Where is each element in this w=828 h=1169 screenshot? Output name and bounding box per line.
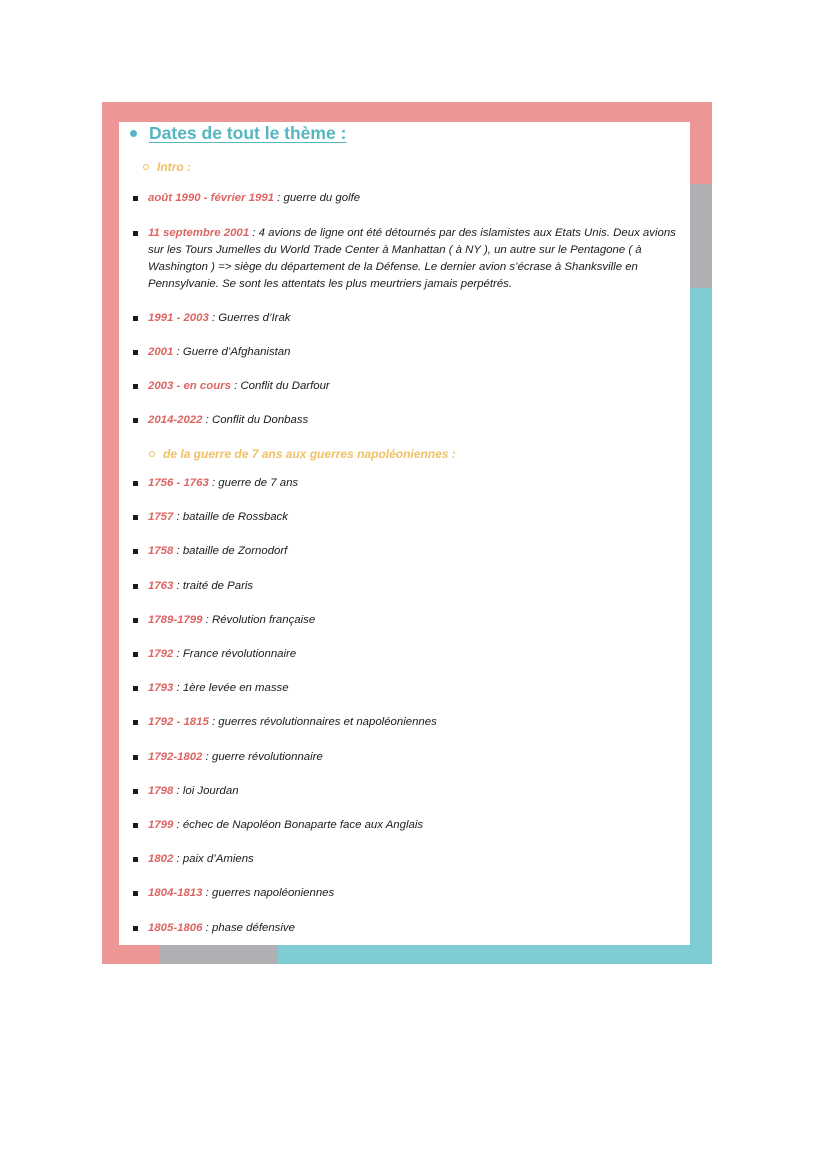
- square-bullet-icon: [133, 515, 138, 520]
- list-item: [133, 412, 688, 429]
- item-text: [148, 612, 688, 629]
- item-date: 1798: [148, 784, 174, 797]
- item-text: [148, 543, 688, 560]
- item-description: : 4 avions de ligne ont été détournés par des islamistes aux Etats Unis. Deux avions sur les Tours Jumelles du World Trade Center à Manhattan ( à NY ), un autre sur le Pentagone ( à Washington ) => siège du département de la Défense. Le dernier avion s’écrase à Shanksville en Pennsylvanie. Se sont les attentats les plus meurtriers jamais perpétrés.: [148, 227, 676, 290]
- item-description: : échec de Napoléon Bonaparte face aux Anglais: [173, 819, 424, 831]
- item-description: : bataille de Zornodorf: [173, 545, 288, 558]
- item-description: : 1ère levée en masse: [173, 682, 289, 695]
- list-item: [133, 612, 688, 629]
- section-heading-napoleon-row: [149, 445, 456, 463]
- item-description: : Conflit du Darfour: [230, 380, 330, 392]
- item-text: [148, 851, 688, 868]
- section-heading-napoleon: de la guerre de 7 ans aux guerres napoléoniennes :: [163, 447, 456, 461]
- square-bullet-icon: [133, 755, 138, 760]
- square-bullet-icon: [133, 350, 138, 355]
- item-text: [148, 578, 688, 595]
- item-description: : Révolution française: [202, 613, 316, 626]
- circle-bullet-icon: [143, 164, 149, 170]
- circle-bullet-icon: [149, 451, 155, 457]
- item-description: : Guerre d’Afghanistan: [173, 346, 291, 358]
- square-bullet-icon: [133, 789, 138, 794]
- item-date: 1792: [148, 648, 174, 660]
- square-bullet-icon: [133, 384, 138, 389]
- square-bullet-icon: [133, 418, 138, 423]
- item-description: : guerres révolutionnaires et napoléoniennes: [208, 716, 437, 729]
- square-bullet-icon: [133, 720, 138, 725]
- frame-bottom-border-teal: [278, 945, 712, 964]
- list-item: [133, 378, 688, 395]
- frame-left-border: [102, 102, 119, 964]
- list-item: [133, 920, 688, 937]
- frame-top-border: [102, 102, 712, 122]
- item-date: 2001: [148, 346, 174, 358]
- page-title-row: [130, 120, 346, 146]
- item-description: : paix d’Amiens: [173, 853, 254, 866]
- item-description: : bataille de Rossback: [173, 511, 288, 524]
- item-date: 1793: [148, 682, 174, 695]
- item-date: 1991 - 2003: [148, 312, 209, 324]
- item-text: [148, 378, 688, 395]
- list-item: [133, 225, 688, 293]
- square-bullet-icon: [133, 549, 138, 554]
- page-title: Dates de tout le thème :: [149, 122, 347, 143]
- item-date: 1758: [148, 545, 174, 558]
- square-bullet-icon: [133, 926, 138, 931]
- item-description: : Guerres d’Irak: [208, 312, 291, 324]
- item-date: août 1990 - février 1991: [148, 192, 275, 204]
- item-date: 1799: [148, 819, 174, 831]
- square-bullet-icon: [133, 652, 138, 657]
- item-date: 1792-1802: [148, 750, 203, 763]
- item-text: [148, 714, 688, 731]
- frame-bottom-border-pink: [102, 945, 159, 964]
- square-bullet-icon: [133, 584, 138, 589]
- item-text: [148, 680, 688, 697]
- square-bullet-icon: [133, 231, 138, 236]
- item-date: 1789-1799: [148, 613, 203, 626]
- list-item: [133, 310, 688, 327]
- square-bullet-icon: [133, 891, 138, 896]
- square-bullet-icon: [133, 857, 138, 862]
- item-date: 2014-2022: [148, 414, 203, 426]
- item-date: 1757: [148, 511, 174, 524]
- list-item: [133, 509, 688, 526]
- item-description: : guerre du golfe: [274, 192, 361, 204]
- list-item: [133, 885, 688, 902]
- item-description: : Conflit du Donbass: [202, 414, 309, 426]
- item-date: 1804-1813: [148, 887, 203, 900]
- item-text: [148, 920, 688, 937]
- item-text: [148, 783, 688, 800]
- item-text: [148, 310, 688, 327]
- title-bullet-icon: [130, 130, 137, 137]
- item-description: : traité de Paris: [173, 579, 254, 592]
- item-text: [148, 344, 688, 361]
- list-item: [133, 578, 688, 595]
- item-text: [148, 509, 688, 526]
- item-description: : phase défensive: [202, 921, 295, 934]
- square-bullet-icon: [133, 196, 138, 201]
- list-item: [133, 543, 688, 560]
- item-date: 1805-1806: [148, 921, 203, 934]
- list-item: [133, 783, 688, 800]
- list-item: [133, 851, 688, 868]
- list-item: [133, 344, 688, 361]
- item-description: : loi Jourdan: [173, 784, 239, 797]
- list-item: [133, 680, 688, 697]
- item-description: : guerres napoléoniennes: [202, 887, 335, 900]
- square-bullet-icon: [133, 481, 138, 486]
- item-description: : guerre révolutionnaire: [202, 750, 323, 763]
- list-item: [133, 646, 688, 663]
- square-bullet-icon: [133, 686, 138, 691]
- item-date: 2003 - en cours: [148, 380, 231, 392]
- item-date: 1802: [148, 853, 174, 866]
- item-text: [148, 885, 688, 902]
- square-bullet-icon: [133, 823, 138, 828]
- item-date: 11 septembre 2001: [148, 227, 250, 239]
- frame-right-border-gray: [690, 184, 712, 288]
- item-description: : France révolutionnaire: [173, 648, 297, 660]
- frame-right-border-pink: [690, 102, 712, 184]
- square-bullet-icon: [133, 316, 138, 321]
- section-heading-intro: Intro :: [157, 160, 191, 174]
- frame-right-border-teal: [690, 288, 712, 964]
- frame-bottom-border-gray: [159, 945, 278, 964]
- item-text: [148, 817, 688, 834]
- item-text: [148, 475, 688, 492]
- item-text: [148, 646, 688, 663]
- list-item: [133, 817, 688, 834]
- list-item: [133, 749, 688, 766]
- section-heading-intro-row: [143, 158, 191, 176]
- item-date: 1756 - 1763: [148, 477, 209, 489]
- item-text: [148, 225, 688, 293]
- item-date: 1792 - 1815: [148, 716, 209, 729]
- item-text: [148, 190, 688, 207]
- item-text: [148, 412, 688, 429]
- item-date: 1763: [148, 579, 174, 592]
- list-item: [133, 190, 688, 207]
- item-description: : guerre de 7 ans: [208, 477, 299, 489]
- item-text: [148, 749, 688, 766]
- list-item: [133, 475, 688, 492]
- list-item: [133, 714, 688, 731]
- square-bullet-icon: [133, 618, 138, 623]
